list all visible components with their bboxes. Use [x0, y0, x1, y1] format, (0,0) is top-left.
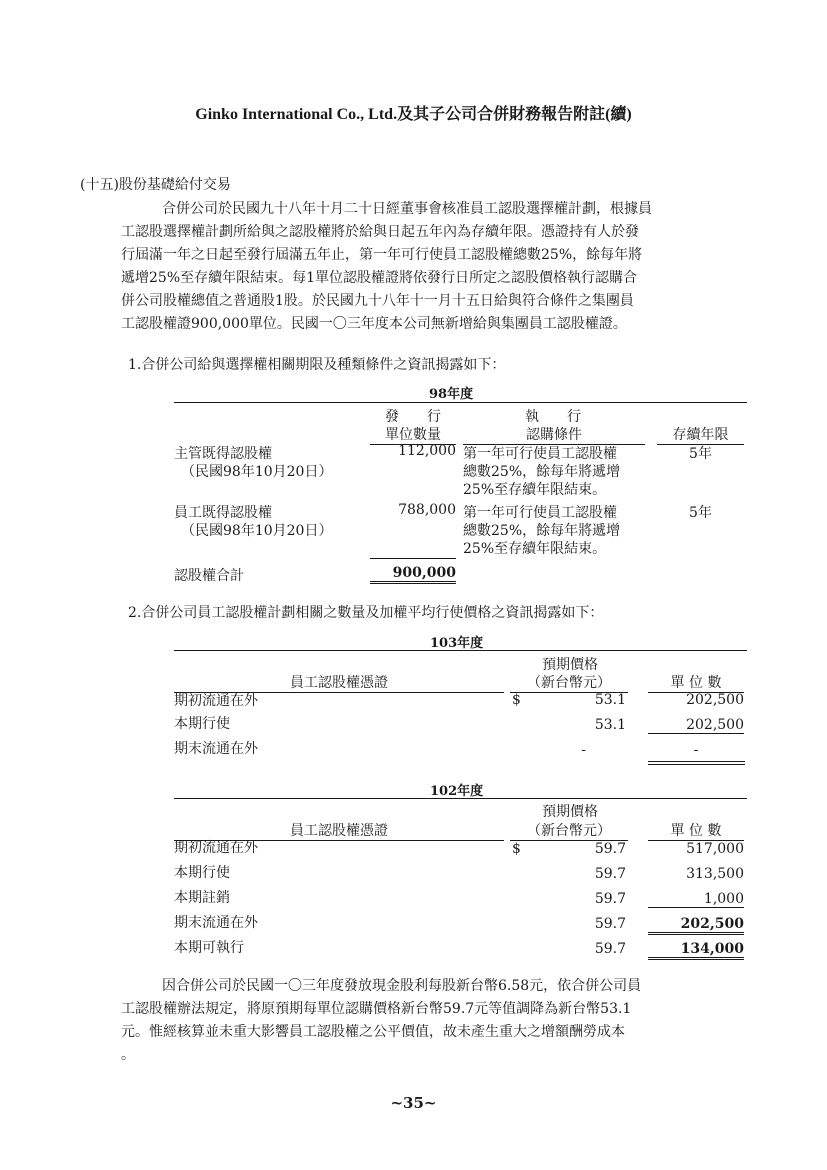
table102-row-units: 134,000	[648, 941, 744, 960]
table103-row-price: 53.1	[594, 692, 626, 708]
table103-currency: $	[512, 692, 521, 708]
table102-units-header: 單 位 數	[648, 820, 744, 841]
table103-row-price: 53.1	[594, 717, 626, 733]
table98-duration-header: 存續年限	[657, 424, 744, 445]
table102-row-label: 本期可執行	[174, 940, 244, 956]
table102-row-price: 59.7	[594, 891, 626, 907]
closing-line: 元。惟經核算並未重大影響員工認股權之公平價值，故未產生重大之增額酬勞成本	[121, 1024, 625, 1040]
table103-price-header: （新台幣元）	[510, 672, 628, 693]
intro-line: 併公司股權總值之普通股1股。於民國九十八年十一月十五日給與符合條件之集團員	[121, 293, 634, 309]
table102-caption: 102年度	[430, 784, 484, 799]
table103-label-header: 員工認股權憑證	[174, 672, 504, 693]
table98-row-terms: 第一年可行使員工認股權	[463, 505, 617, 521]
table102-currency: $	[512, 841, 521, 857]
table98-row-duration: 5年	[689, 446, 712, 462]
table103-top-rule	[174, 650, 747, 651]
table103-row-units: 202,500	[648, 717, 744, 734]
table98-row-label: 員工既得認股權	[174, 505, 272, 521]
table102-row-label: 本期行使	[174, 865, 230, 881]
table98-top-rule	[174, 402, 747, 403]
table98-row-label: 主管既得認股權	[174, 446, 272, 462]
table98-row-terms: 總數25%，餘每年將遞增	[463, 464, 621, 480]
table102-row-units: 202,500	[648, 916, 744, 935]
table102-row-units: 517,000	[686, 841, 744, 857]
table102-row-price: 59.7	[594, 916, 626, 932]
section-heading: (十五)股份基礎給付交易	[80, 177, 231, 193]
table98-terms-header-top: 執 行	[525, 409, 581, 425]
table103-row-label: 期初流通在外	[174, 693, 258, 709]
table102-row-units: 1,000	[648, 891, 744, 908]
table98-units-header: 單位數量	[370, 424, 456, 445]
table98-row-units: 788,000	[398, 502, 456, 518]
page-number: ~35~	[390, 1094, 437, 1112]
table98-terms-header: 認購條件	[463, 424, 645, 445]
table103-row-price: -	[581, 742, 586, 758]
table103-row-label: 本期行使	[174, 716, 230, 732]
table98-row-terms: 第一年可行使員工認股權	[463, 446, 617, 462]
intro-line: 行屆滿一年之日起至發行屆滿五年止，第一年可行使員工認股權總數25%，餘每年將	[121, 247, 643, 263]
table102-price-header-top: 預期價格	[542, 804, 598, 820]
table98-row-terms: 總數25%，餘每年將遞增	[463, 523, 621, 539]
table98-total-label: 認股權合計	[174, 568, 244, 584]
table102-row-price: 59.7	[594, 866, 626, 882]
table98-subtotal-rule	[370, 558, 456, 559]
table98-row-units: 112,000	[398, 443, 456, 459]
table98-caption: 98年度	[429, 387, 474, 402]
table103-caption: 103年度	[430, 636, 484, 651]
table103-row-label: 期末流通在外	[174, 741, 258, 757]
table98-row-sublabel: （民國98年10月20日）	[181, 523, 333, 539]
table103-total-double-rule	[648, 761, 745, 765]
table102-row-units: 313,500	[686, 866, 744, 882]
table98-row-sublabel: （民國98年10月20日）	[181, 464, 333, 480]
closing-line: 因合併公司於民國一〇三年度發放現金股利每股新台幣6.58元，依合併公司員	[162, 978, 642, 994]
item2-heading: 2.合併公司員工認股權計劃相關之數量及加權平均行使價格之資訊揭露如下：	[128, 605, 604, 621]
table102-row-label: 本期註銷	[174, 890, 230, 906]
table98-units-header-top: 發 行	[385, 409, 441, 425]
table103-row-units: -	[693, 742, 699, 758]
table103-units-header: 單 位 數	[648, 672, 744, 693]
page-title: Ginko International Co., Ltd.及其子公司合併財務報告附註(續)	[195, 106, 632, 123]
intro-line: 合併公司於民國九十八年十月二十日經董事會核准員工認股選擇權計劃，根據員	[162, 201, 652, 217]
table98-row-terms: 25%至存續年限結束。	[463, 541, 607, 557]
table102-row-label: 期末流通在外	[174, 915, 258, 931]
table102-price-header: （新台幣元）	[510, 820, 628, 841]
table102-row-price: 59.7	[594, 941, 626, 957]
table103-row-units: 202,500	[686, 692, 744, 708]
intro-line: 遞增25%至存續年限結束。每1單位認股權證將依發行日所定之認股價格執行認購合	[121, 270, 638, 286]
closing-line: 。	[121, 1047, 135, 1063]
table98-total-units: 900,000	[370, 565, 456, 584]
table103-price-header-top: 預期價格	[542, 657, 598, 673]
intro-line: 工認股權證900,000單位。民國一〇三年度本公司無新增給與集團員工認股權證。	[121, 316, 627, 332]
table98-row-terms: 25%至存續年限結束。	[463, 482, 607, 498]
table102-row-label: 期初流通在外	[174, 840, 258, 856]
intro-line: 工認股選擇權計劃所給與之認股權將於給與日起五年內為存續年限。憑證持有人於發	[121, 224, 639, 240]
closing-line: 工認股權辦法規定，將原預期每單位認購價格新台幣59.7元等值調降為新台幣53.1	[121, 1001, 632, 1017]
table98-row-duration: 5年	[689, 505, 712, 521]
table102-row-price: 59.7	[594, 841, 626, 857]
table102-label-header: 員工認股權憑證	[174, 820, 504, 841]
item1-heading: 1.合併公司給與選擇權相關期限及種類條件之資訊揭露如下：	[128, 357, 506, 373]
table102-top-rule	[174, 798, 747, 799]
